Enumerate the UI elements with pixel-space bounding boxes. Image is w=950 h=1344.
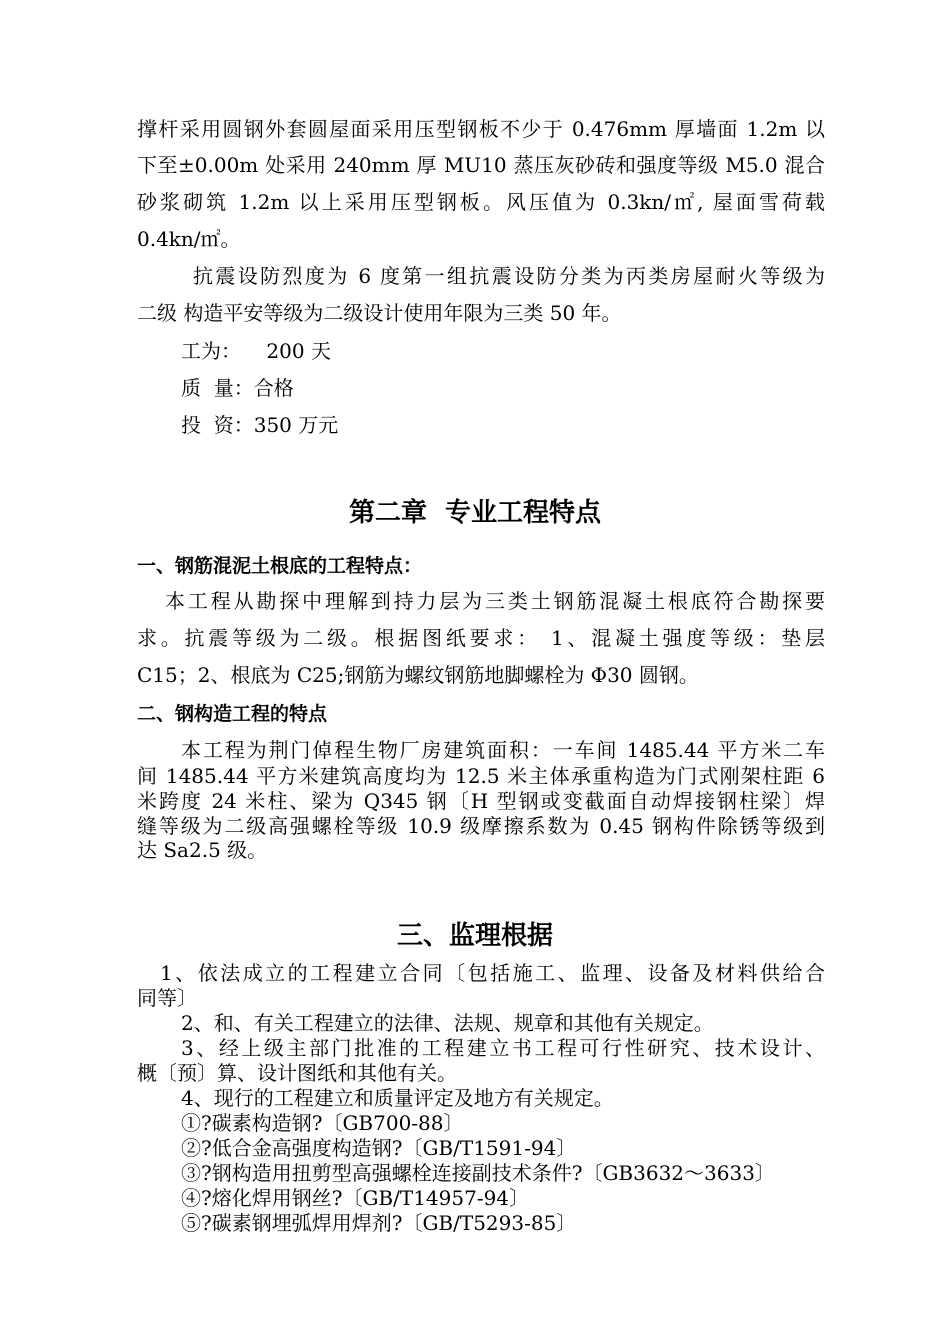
basis-line-2: 同等〕 — [137, 986, 197, 1010]
standard-item-1: ①?碳素构造钢?〔GB700-88〕 — [181, 1111, 464, 1135]
basis-line-6: 4、现行的工程建立和质量评定及地方有关规定。 — [181, 1086, 614, 1110]
section1-line-3: C15；2、根底为 C25;钢筋为螺纹钢筋地脚螺栓为 Φ30 圆钢。 — [137, 663, 699, 687]
section2-line-4: 缝等级为二级高强螺栓等级 10.9 级摩擦系数为 0.45 钢构件除锈等级到 — [137, 814, 825, 838]
standard-item-3: ③?钢构造用扭剪型高强螺栓连接副技术条件?〔GB3632～3633〕 — [181, 1161, 775, 1185]
duration-line: 工为： 200 天 — [181, 339, 331, 363]
section2-line-1: 本工程为荆门倬程生物厂房建筑面积：一车间 1485.44 平方米二车 — [181, 738, 825, 762]
intro-line-2: 下至±0.00m 处采用 240mm 厚 MU10 蒸压灰砂砖和强度等级 M5.0 混合 — [137, 153, 825, 177]
section2-line-5: 达 Sa2.5 级。 — [137, 838, 268, 862]
basis-line-1: 1、依法成立的工程建立合同〔包括施工、监理、设备及材料供给合 — [160, 961, 825, 985]
intro-line-1: 撑杆采用圆钢外套圆屋面采用压型钢板不少于 0.476mm 厚墙面 1.2m 以 — [137, 117, 825, 141]
intro-line-4: 0.4kn/㎡。 — [137, 227, 241, 251]
intro-line-3: 砂浆砌筑 1.2m 以上采用压型钢板。风压值为 0.3kn/㎡, 屋面雪荷载 — [137, 190, 825, 214]
quality-line: 质 量：合格 — [181, 376, 294, 400]
section1-heading: 一、钢筋混泥土根底的工程特点： — [137, 555, 423, 577]
basis-line-4: 3、经上级主部门批准的工程建立书工程可行性研究、技术设计、 — [181, 1036, 825, 1060]
standard-item-4: ④?熔化焊用钢丝?〔GB/T14957-94〕 — [181, 1186, 530, 1210]
section2-line-2: 间 1485.44 平方米建筑高度均为 12.5 米主体承重构造为门式刚架柱距 6 — [137, 764, 825, 788]
standard-item-5: ⑤?碳素钢埋弧焊用焊剂?〔GB/T5293-85〕 — [181, 1211, 577, 1235]
section2-line-3: 米跨度 24 米柱、梁为 Q345 钢〔H 型钢或变截面自动焊接钢柱梁〕焊 — [137, 789, 825, 813]
section2-heading: 二、钢构造工程的特点 — [137, 703, 328, 725]
chapter3-title: 三、监理根据 — [396, 921, 553, 951]
section1-line-2: 求。抗震等级为二级。根据图纸要求： 1、混凝土强度等级：垫层 — [137, 626, 825, 650]
seismic-line-2: 二级 构造平安等级为二级设计使用年限为三类 50 年。 — [137, 301, 622, 325]
seismic-line-1: 抗震设防烈度为 6 度第一组抗震设防分类为丙类房屋耐火等级为 — [193, 264, 825, 288]
chapter2-title: 第二章 专业工程特点 — [348, 498, 602, 528]
section1-line-1: 本工程从勘探中理解到持力层为三类土钢筋混凝土根底符合勘探要 — [165, 589, 825, 613]
standard-item-2: ②?低合金高强度构造钢?〔GB/T1591-94〕 — [181, 1136, 577, 1160]
basis-line-3: 2、和、有关工程建立的法律、法规、规章和其他有关规定。 — [181, 1011, 714, 1035]
investment-line: 投 资：350 万元 — [181, 413, 339, 437]
basis-line-5: 概〔预〕算、设计图纸和其他有关。 — [137, 1061, 457, 1085]
